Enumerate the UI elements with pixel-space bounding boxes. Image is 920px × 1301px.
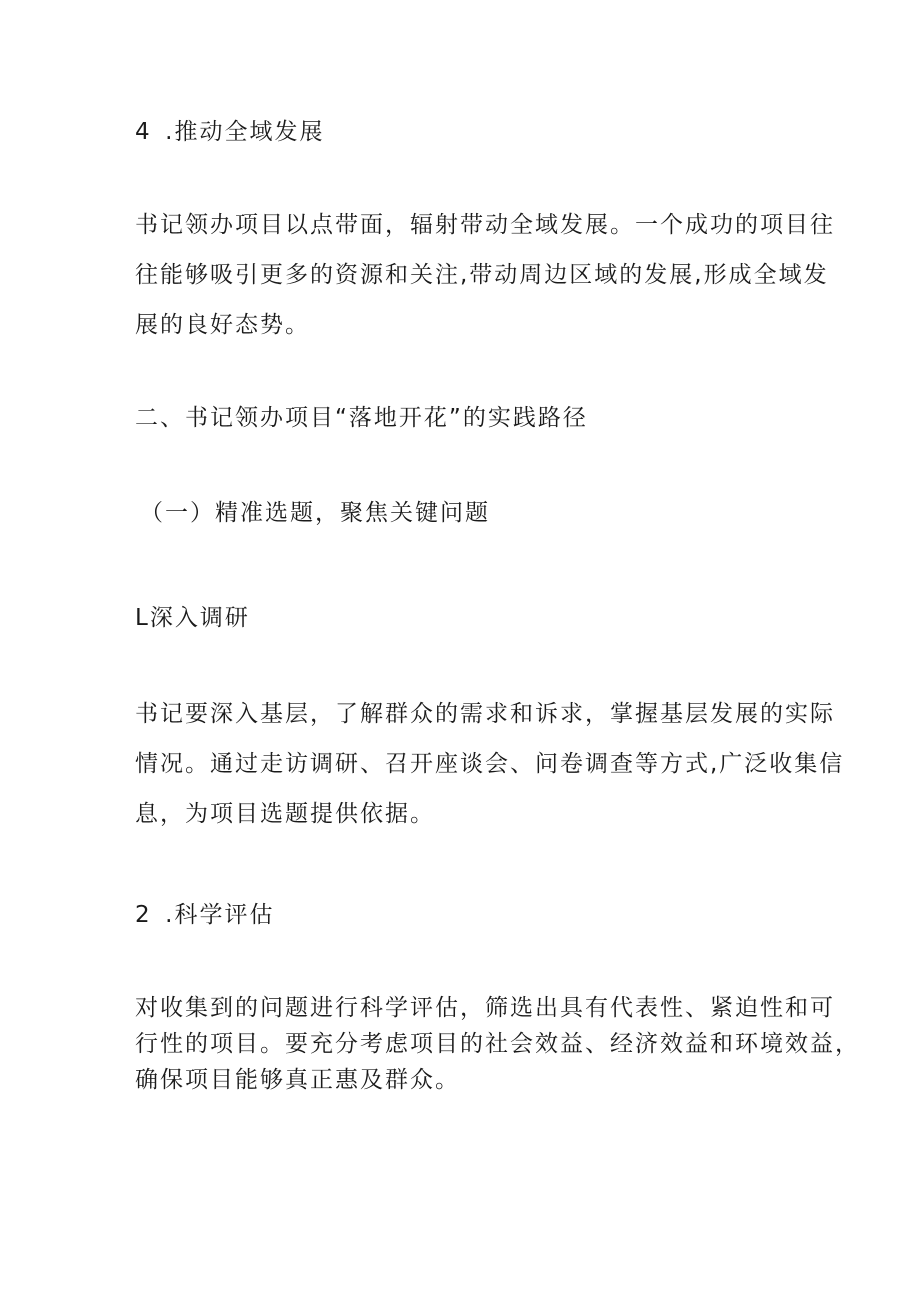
paragraph-line: 确保项目能够真正惠及群众。 xyxy=(135,1067,460,1093)
paragraph-line: 情况。通过走访调研、召开座谈会、问卷调查等方式,广泛收集信 xyxy=(135,751,845,777)
paragraph-line: 息，为项目选题提供依据。 xyxy=(135,801,435,827)
paragraph-scientific-evaluation xyxy=(135,990,860,1098)
paragraph-in-depth-research xyxy=(135,689,845,839)
paragraph-line: 行性的项目。要充分考虑项目的社会效益、经济效益和环境效益， xyxy=(135,1031,860,1057)
paragraph-line: 书记领办项目以点带面，辐射带动全域发展。一个成功的项目往 xyxy=(135,212,835,238)
paragraph-promote-development xyxy=(135,200,835,350)
paragraph-line: 对收集到的问题进行科学评估，筛选出具有代表性、紧迫性和可 xyxy=(135,995,835,1021)
paragraph-line: 展的良好态势。 xyxy=(135,312,310,338)
subsection-heading-precise-topic: （一）精准选题，聚焦关键问题 xyxy=(140,500,490,526)
item-heading-scientific-evaluation: 2 .科学评估 xyxy=(135,902,275,928)
item-heading-in-depth-research: L深入调研 xyxy=(135,605,250,631)
heading-promote-development: 4 .推动全域发展 xyxy=(135,119,325,145)
paragraph-line: 往能够吸引更多的资源和关注,带动周边区域的发展,形成全域发 xyxy=(135,262,829,288)
section-heading-practice-path: 二、书记领办项目“落地开花”的实践路径 xyxy=(135,405,588,431)
paragraph-line: 书记要深入基层，了解群众的需求和诉求，掌握基层发展的实际 xyxy=(135,701,835,727)
